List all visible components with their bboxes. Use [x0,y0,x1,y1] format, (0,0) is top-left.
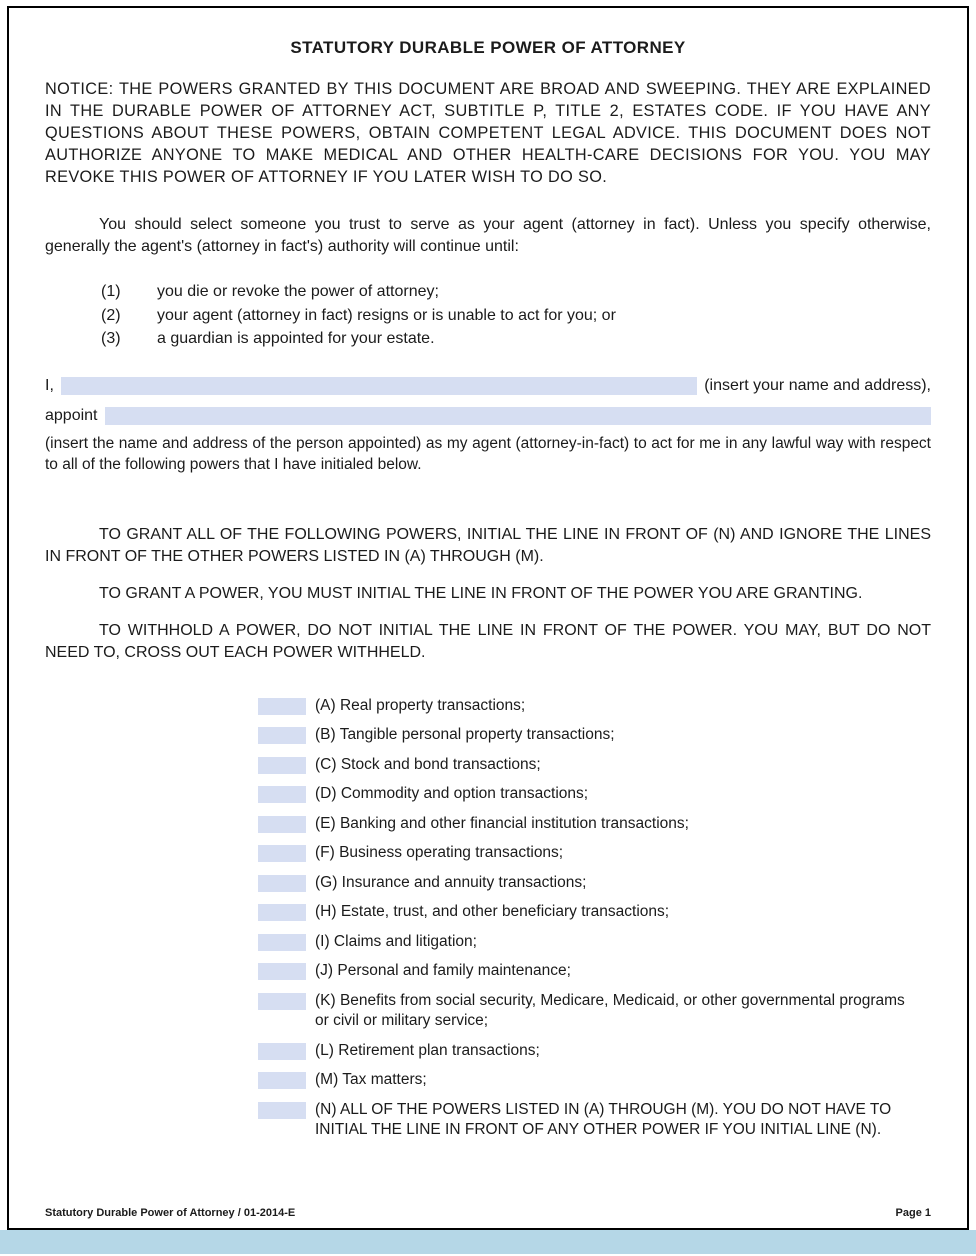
footer-document-id: Statutory Durable Power of Attorney / 01-2014-E [45,1207,296,1219]
initial-field-c[interactable] [258,757,306,774]
conditions-list [45,280,931,351]
condition-text: a guardian is appointed for your estate. [157,330,435,347]
initial-field-f[interactable] [258,845,306,862]
name-line-suffix: (insert your name and address), [704,376,931,394]
power-label-l: (L) Retirement plan transactions; [315,1041,540,1059]
initial-field-j[interactable] [258,963,306,980]
agent-name-address-field[interactable] [105,407,932,425]
power-label-b: (B) Tangible personal property transactions; [315,726,615,743]
power-row-j [45,961,931,982]
power-label-k: (K) Benefits from social security, Medicare, Medicaid, or other governmental programs or civil or military service; [315,991,905,1029]
condition-number: (1) [101,283,121,300]
power-row-d [45,784,931,805]
instruction-grant-power: TO GRANT A POWER, YOU MUST INITIAL THE LINE IN FRONT OF THE POWER YOU ARE GRANTING. [99,584,863,602]
power-label-c: (C) Stock and bond transactions; [315,755,541,773]
power-row-b [45,725,931,746]
initial-field-a[interactable] [258,698,306,715]
power-label-j: (J) Personal and family maintenance; [315,962,571,979]
principal-name-line [45,375,931,396]
appoint-note-paragraph: (insert the name and address of the person appointed) as my agent (attorney-in-fact) to act for me in any lawful way with respect to all of the following powers that I have initialed below. [45,434,931,473]
power-label-h: (H) Estate, trust, and other beneficiary transactions; [315,903,670,920]
initial-field-h[interactable] [258,904,306,921]
page-title: STATUTORY DURABLE POWER OF ATTORNEY [290,38,686,57]
power-row-i [45,932,931,953]
power-row-c [45,755,931,776]
initial-field-i[interactable] [258,934,306,951]
initial-field-m[interactable] [258,1072,306,1089]
initial-field-b[interactable] [258,727,306,744]
document-page [7,6,969,1230]
condition-text: you die or revoke the power of attorney; [157,283,439,300]
power-label-f: (F) Business operating transactions; [315,844,564,861]
instruction-grant-all: TO GRANT ALL OF THE FOLLOWING POWERS, INITIAL THE LINE IN FRONT OF (N) AND IGNORE THE LINES IN FRONT OF THE OTHER POWERS LISTED IN (A) THROUGH (M). [45,525,931,565]
initial-field-d[interactable] [258,786,306,803]
power-label-n: (N) ALL OF THE POWERS LISTED IN (A) THROUGH (M). YOU DO NOT HAVE TO INITIAL THE LINE IN FRONT OF ANY OTHER POWER IF YOU INITIAL LINE (N). [315,1100,892,1138]
power-row-a [45,696,931,717]
initial-field-k[interactable] [258,993,306,1010]
power-label-a: (A) Real property transactions; [315,696,526,714]
power-row-n [45,1100,931,1141]
initial-field-e[interactable] [258,816,306,833]
power-label-g: (G) Insurance and annuity transactions; [315,873,587,891]
power-label-e: (E) Banking and other financial institution transactions; [315,814,689,832]
condition-text: your agent (attorney in fact) resigns or is unable to act for you; or [157,306,616,324]
power-row-l [45,1041,931,1062]
appoint-line-prefix: appoint [45,406,98,424]
page-footer [45,1207,931,1219]
footer-page-number: Page 1 [895,1207,931,1219]
power-label-d: (D) Commodity and option transactions; [315,785,589,802]
instruction-withhold-power: TO WITHHOLD A POWER, DO NOT INITIAL THE LINE IN FRONT OF THE POWER. YOU MAY, BUT DO NOT NEED TO, CROSS OUT EACH POWER WITHHELD. [45,621,931,661]
power-row-e [45,814,931,835]
notice-paragraph: NOTICE: THE POWERS GRANTED BY THIS DOCUMENT ARE BROAD AND SWEEPING. THEY ARE EXPLAINED IN THE DURABLE POWER OF ATTORNEY ACT, SUBTITLE P, TITLE 2, ESTATES CODE. IF YOU HAVE ANY QUESTIONS ABOUT THESE POWERS, OBTAIN COMPETENT LEGAL ADVICE. THIS DOCUMENT DOES NOT AUTHORIZE ANYONE TO MAKE MEDICAL AND OTHER HEALTH-CARE DECISIONS FOR YOU. YOU MAY REVOKE THIS POWER OF ATTORNEY IF YOU LATER WISH TO DO SO. [45,80,931,186]
power-row-k [45,991,931,1032]
powers-list [45,696,931,1141]
condition-item [45,280,931,304]
power-label-m: (M) Tax matters; [315,1071,427,1088]
intro-paragraph: You should select someone you trust to serve as your agent (attorney in fact). Unless you specify otherwise, generally the agent's (attorney in fact's) authority will continue until: [45,216,931,255]
power-row-m [45,1070,931,1091]
power-row-g [45,873,931,894]
background-strip [0,1230,976,1254]
condition-number: (3) [101,330,121,347]
power-row-h [45,902,931,923]
condition-item [45,304,931,328]
initial-field-n[interactable] [258,1102,306,1119]
principal-name-address-field[interactable] [61,377,697,395]
name-line-prefix: I, [45,376,54,394]
appoint-line [45,405,931,426]
initial-field-g[interactable] [258,875,306,892]
initial-field-l[interactable] [258,1043,306,1060]
power-row-f [45,843,931,864]
condition-number: (2) [101,306,121,324]
power-label-i: (I) Claims and litigation; [315,932,477,950]
condition-item [45,327,931,351]
